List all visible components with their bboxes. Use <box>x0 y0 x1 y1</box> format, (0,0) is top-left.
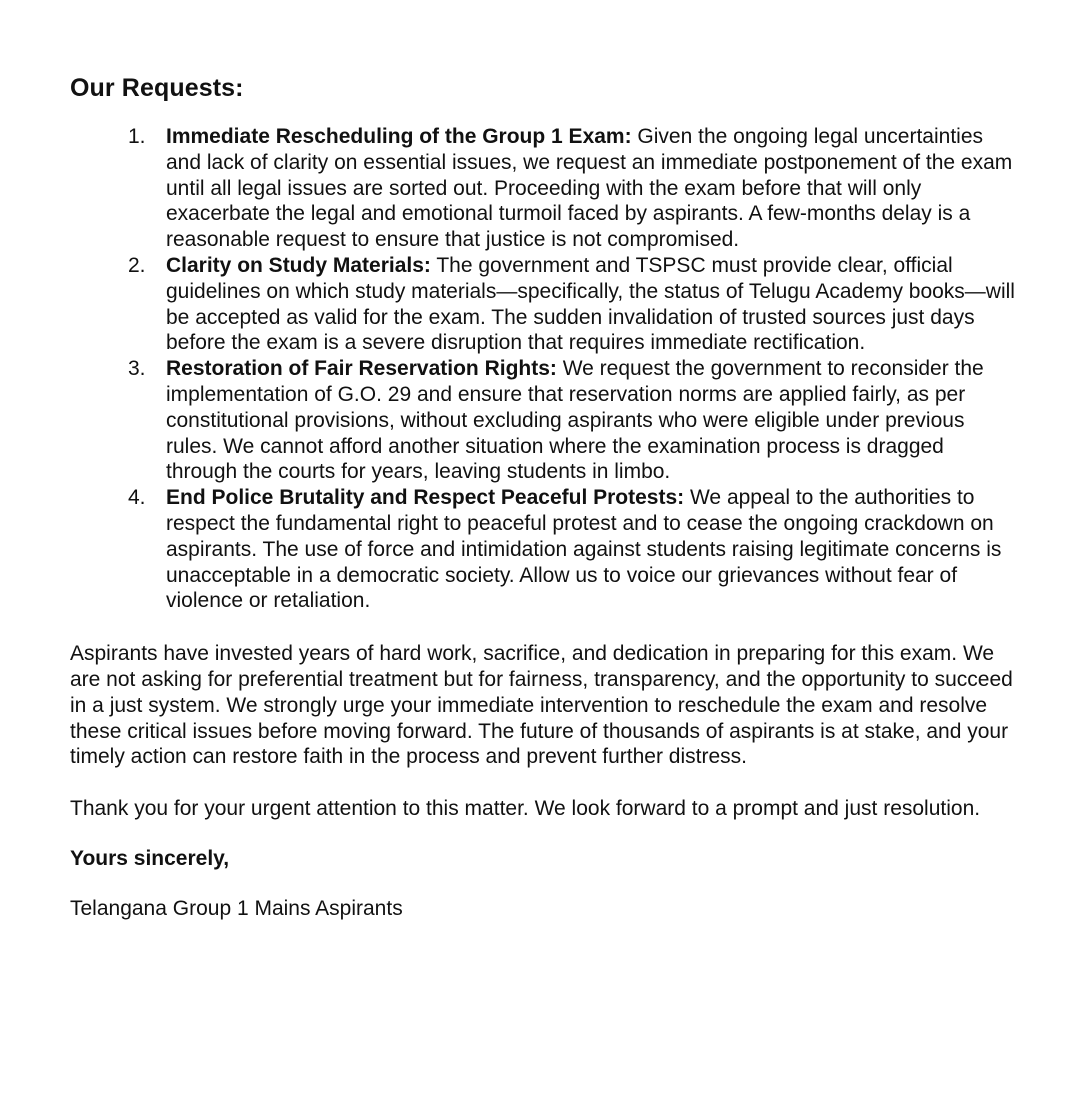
request-number: 4. <box>128 486 146 510</box>
section-heading: Our Requests: <box>70 74 244 102</box>
request-item-4 <box>128 485 1020 614</box>
body-paragraph-aspirants: Aspirants have invested years of hard work, sacrifice, and dedication in preparing for this exam. We are not asking for preferential treatment but for fairness, transparency, and the opportunity to succeed in a just system. We strongly urge your immediate intervention to reschedule the exam and resolve these critical issues before moving forward. The future of thousands of aspirants is at stake, and your timely action can restore faith in the process and prevent further distress. <box>70 642 1013 769</box>
request-number: 2. <box>128 253 146 277</box>
requests-list <box>70 124 1020 614</box>
signature: Telangana Group 1 Mains Aspirants <box>70 896 403 920</box>
body-paragraph-thanks: Thank you for your urgent attention to this matter. We look forward to a prompt and just resolution. <box>70 797 981 821</box>
request-body: We appeal to the authorities to respect the fundamental right to peaceful protest and to cease the ongoing crackdown on aspirants. The use of force and intimidation against students raising legitimate concerns is unacceptable in a democratic society. Allow us to voice our grievances without fear of violence or retaliation. <box>166 486 1002 613</box>
request-body: The government and TSPSC must provide clear, official guidelines on which study materials—specifically, the status of Telugu Academy books—will be accepted as valid for the exam. The sudden invalidation of trusted sources just days before the exam is a severe disruption that requires immediate rectification. <box>166 253 1015 355</box>
request-item-2 <box>128 253 1020 356</box>
request-body: We request the government to reconsider the implementation of G.O. 29 and ensure that reservation norms are applied fairly, as per constitutional provisions, without excluding aspirants who were eligible under previous rules. We cannot afford another situation where the examination process is dragged through the courts for years, leaving students in limbo. <box>166 357 984 484</box>
request-number: 1. <box>128 125 146 148</box>
closing-salutation: Yours sincerely, <box>70 846 230 870</box>
request-title: Restoration of Fair Reservation Rights: <box>166 357 557 381</box>
request-title: Clarity on Study Materials: <box>166 253 431 277</box>
request-item-1 <box>128 124 1020 253</box>
request-title: End Police Brutality and Respect Peaceful Protests: <box>166 486 685 510</box>
request-title: Immediate Rescheduling of the Group 1 Exam: <box>166 125 632 148</box>
request-item-3 <box>128 356 1020 485</box>
request-number: 3. <box>128 357 146 381</box>
request-body: Given the ongoing legal uncertainties and lack of clarity on essential issues, we request an immediate postponement of the exam until all legal issues are sorted out. Proceeding with the exam before that will only exacerbate the legal and emotional turmoil faced by aspirants. A few-months delay is a reasonable request to ensure that justice is not compromised. <box>166 125 1013 252</box>
